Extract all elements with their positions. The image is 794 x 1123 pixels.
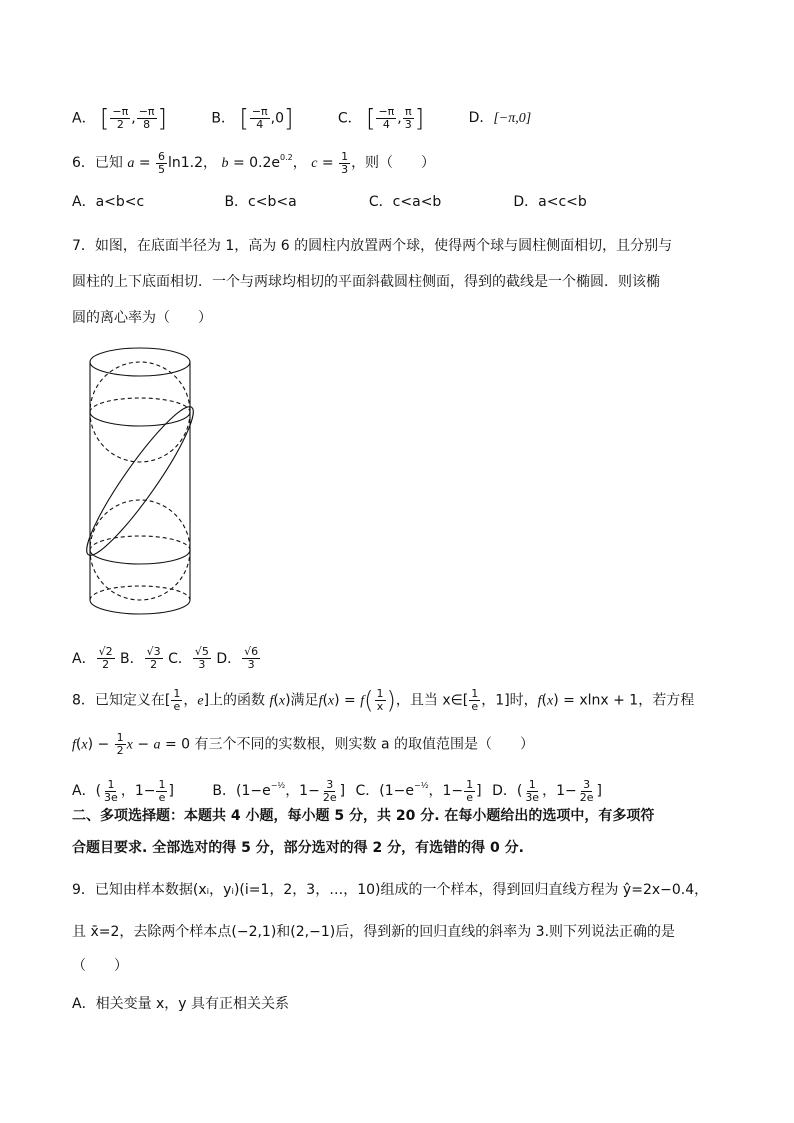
q6-option-d[interactable]: D．a<c<b [513,194,587,210]
q5-option-d[interactable]: D．[−π,0] [468,110,532,126]
q8-options-row [72,776,602,804]
q5-option-b[interactable]: B． [ $\frac{-\pi}{4}$ ,0] [211,104,294,133]
q8-option-c[interactable]: C．($1-e^{-\frac{1}{2}}$，1− $\frac{1}{e}$ ] [355,777,482,804]
q6-option-c[interactable]: C．c<a<b [368,194,442,210]
q9-line-2: 且 x̄=2，去除两个样本点(−2,1)和(2,−1)后，得到新的回归直线的斜率为 3.则下列说法正确的是 [72,924,676,940]
q8-option-b[interactable]: B．($1-e^{-\frac{1}{2}}$，1− $\frac{3}{2e}$ ] [212,777,346,804]
q6-option-b[interactable]: B．c<b<a [224,194,297,210]
q6-options-row [72,192,615,212]
q7-option-a[interactable]: A． $\frac{√2}{2}$ [72,645,113,671]
q8-option-d[interactable]: D．( $\frac{1}{3e}$ ，1− $\frac{3}{2e}$ ] [492,777,602,804]
q7-line-2: 圆柱的上下底面相切．一个与两球均相切的平面斜截圆柱侧面，得到的截线是一个椭圆．则该椭 [72,274,660,290]
section2-line-2: 合题目要求. 全部选对的得 5 分，部分选对的得 2 分，有选错的得 0 分. [72,840,524,856]
q7-option-d[interactable]: D． $\frac{√6}{3}$ [216,645,259,671]
q7-option-b[interactable]: B． $\frac{√3}{2}$ [120,645,161,671]
cylinder-with-spheres-figure [70,340,210,630]
q7-option-c[interactable]: C． $\frac{√5}{3}$ [168,645,209,671]
q6-stem: 6．已知 a = $\frac{6}{5}$ ln1.2， $b = 0.2e^{0.2}$， c = $\frac{1}{3}$ ，则（ ） [72,149,436,176]
q9-line-3: （ ） [72,958,128,974]
section2-line-1: 二、多项选择题：本题共 4 小题，每小题 5 分，共 20 分. 在每小题给出的选项中，有多项符 [72,808,655,824]
q8-line-2: f(x) − $\frac{1}{2}$ x − a = 0 有三个不同的实数根，则实数 a 的取值范围是（ ） [72,731,534,757]
q5-options-row [72,106,559,131]
q6-option-a[interactable]: A．a<b<c [72,194,145,210]
q7-options-row [72,646,261,671]
q9-option-a[interactable]: A．相关变量 x，y 具有正相关关系 [72,996,290,1012]
q8-option-a[interactable]: A．( $\frac{1}{3e}$ ，1− $\frac{1}{e}$ ] [72,777,174,804]
q5-option-a[interactable]: A． [ $\frac{-\pi}{2}$ , $\frac{-\pi}{8}$ ] [72,104,167,133]
q7-line-1: 7．如图，在底面半径为 1，高为 6 的圆柱内放置两个球，使得两个球与圆柱侧面相切，且分别与 [72,238,673,254]
q5-option-c[interactable]: C． [ $\frac{-\pi}{4}$ , $\frac{\pi}{3}$ ] [337,104,425,133]
q8-line-1: 8．已知定义在[ $\frac{1}{e}$ ，e]上的函数 f(x)满足f(x) = f( $\frac{1}{x}$ )，且当 x∈[ $\frac{1}{e}$ ，1]时，f(x) = xlnx + 1，若方程 [72,686,695,715]
q7-line-3: 圆的离心率为（ ） [72,310,212,326]
q9-line-1: 9．已知由样本数据(xᵢ，yᵢ)(i=1，2，3，…，10)组成的一个样本，得到回归直线方程为 ŷ=2x−0.4， [72,882,709,898]
